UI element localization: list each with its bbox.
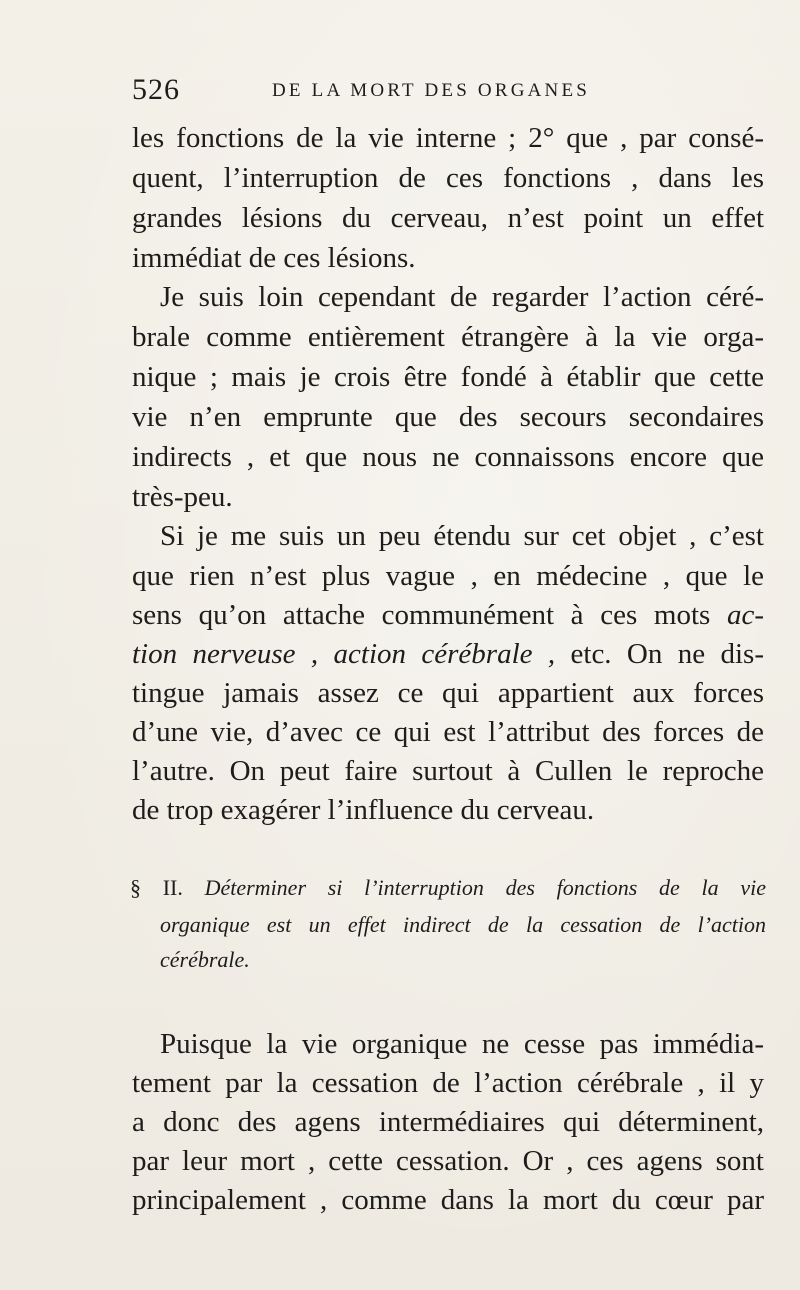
section-heading-line: organique est un effet indirect de la cessation de l’action (160, 912, 766, 937)
running-title: DE LA MORT DES ORGANES (272, 80, 591, 101)
text-line: l’autre. On peut faire surtout à Cullen le reproche (132, 755, 764, 787)
text-line: tement par la cessation de l’action cérébrale , il y (132, 1067, 764, 1099)
text-line: de trop exagérer l’influence du cerveau. (132, 794, 595, 826)
section-mark: § II. (130, 875, 205, 900)
text-line: par leur mort , cette cessation. Or , ces agens sont (132, 1145, 764, 1177)
section-heading-line: cérébrale. (160, 947, 250, 972)
text-line: très-peu. (132, 481, 233, 513)
text-line: grandes lésions du cerveau, n’est point un effet (132, 202, 764, 234)
text-line: que rien n’est plus vague , en médecine , que le (132, 560, 764, 592)
text-line (132, 634, 764, 674)
text-line: vie n’en emprunte que des secours secondaires (132, 401, 764, 433)
text-line (132, 595, 764, 635)
section-heading-text: Déterminer si l’interruption des fonctions de la vie (204, 875, 766, 900)
text-line: a donc des agens intermédiaires qui déterminent, (132, 1106, 764, 1138)
text-run: etc. On ne dis- (555, 638, 764, 670)
italic-run: tion nerveuse , action cérébrale , (132, 638, 556, 670)
text-line: Je suis loin cependant de regarder l’action céré- (160, 281, 764, 313)
text-line: immédiat de ces lésions. (132, 242, 416, 274)
text-line: d’une vie, d’avec ce qui est l’attribut des forces de (132, 716, 764, 748)
text-line: indirects , et que nous ne connaissons encore que (132, 441, 764, 473)
text-run: sens qu’on attache communément à ces mots (132, 599, 727, 631)
text-line: tingue jamais assez ce qui appartient aux forces (132, 677, 764, 709)
italic-run: ac- (726, 599, 764, 631)
running-head (132, 70, 772, 110)
text-line: brale comme entièrement étrangère à la vie orga- (132, 321, 764, 353)
text-line: Puisque la vie organique ne cesse pas immédia- (160, 1028, 764, 1060)
page-number: 526 (132, 73, 180, 106)
text-line: quent, l’interruption de ces fonctions , dans les (132, 162, 764, 194)
text-line: les fonctions de la vie interne ; 2° que , par consé- (132, 122, 764, 154)
text-line: nique ; mais je crois être fondé à établir que cette (132, 361, 764, 393)
section-heading-line (130, 873, 766, 903)
text-line: Si je me suis un peu étendu sur cet objet , c’est (160, 520, 764, 552)
text-line: principalement , comme dans la mort du cœur par (132, 1184, 764, 1216)
